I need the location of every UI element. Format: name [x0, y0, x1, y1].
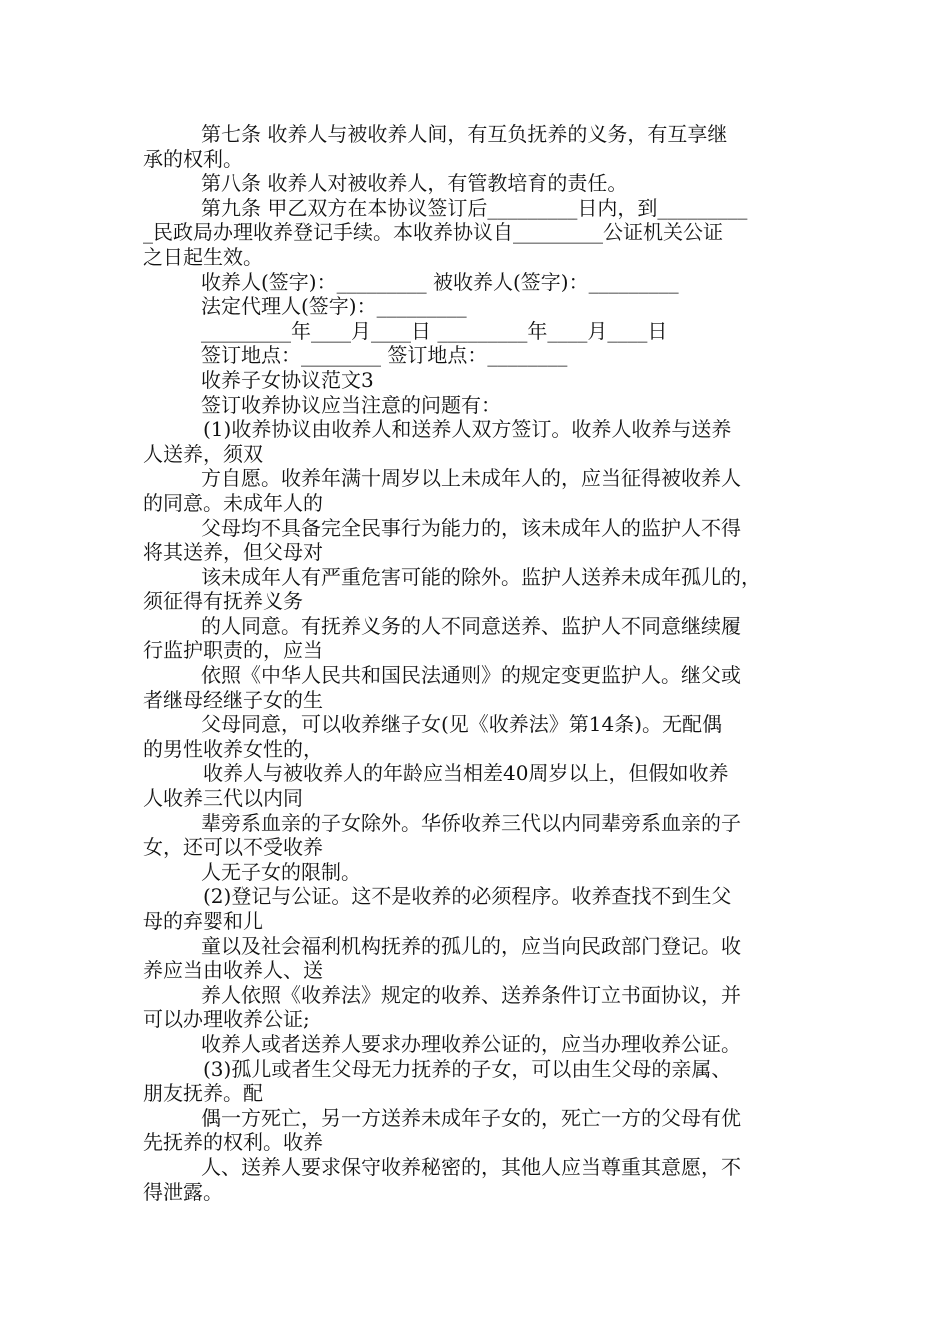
text-line: 收养人与被收养人的年龄应当相差40周岁以上，但假如收养 [203, 761, 729, 786]
text-line: _民政局办理收养登记手续。本收养协议自_________公证机关公证 [143, 220, 723, 245]
text-line: 的同意。未成年人的 [143, 490, 323, 515]
text-line: 人无子女的限制。 [201, 859, 361, 884]
text-line: 养应当由收养人、送 [143, 958, 323, 983]
text-line: 人、送养人要求保守收养秘密的，其他人应当尊重其意愿，不 [201, 1154, 741, 1179]
text-line: 将其送养，但父母对 [143, 540, 323, 565]
text-line: 父母均不具备完全民事行为能力的，该未成年人的监护人不得 [201, 515, 741, 540]
text-line: 第九条 甲乙双方在本协议签订后_________日内，到_________ [201, 195, 748, 220]
text-line: 者继母经继子女的生 [143, 687, 323, 712]
text-line: 之日起生效。 [143, 244, 263, 269]
text-line: 方自愿。收养年满十周岁以上未成年人的，应当征得被收养人 [201, 466, 741, 491]
text-line: 法定代理人(签字)：_________ [201, 294, 467, 319]
text-line: 可以办理收养公证; [143, 1007, 310, 1032]
text-line: 父母同意，可以收养继子女(见《收养法》第14条)。无配偶 [201, 712, 723, 737]
text-line: 收养子女协议范文3 [201, 367, 374, 392]
text-line: 得泄露。 [143, 1179, 223, 1204]
text-line: 依照《中华人民共和国民法通则》的规定变更监护人。继父或 [201, 663, 741, 688]
text-line: 朋友抚养。配 [143, 1081, 263, 1106]
text-line: 先抚养的权利。收养 [143, 1130, 323, 1155]
text-line: (2)登记与公证。这不是收养的必须程序。收养查找不到生父 [203, 884, 732, 909]
text-line: 该未成年人有严重危害可能的除外。监护人送养未成年孤儿的， [201, 564, 761, 589]
text-line: 承的权利。 [143, 146, 243, 171]
text-line: (3)孤儿或者生父母无力抚养的子女，可以由生父母的亲属、 [203, 1056, 732, 1081]
text-line: 母的弃婴和儿 [143, 909, 263, 933]
text-line: 偶一方死亡，另一方送养未成年子女的，死亡一方的父母有优 [201, 1105, 741, 1130]
text-line: 童以及社会福利机构抚养的孤儿的，应当向民政部门登记。收 [201, 933, 741, 958]
text-line: (1)收养协议由收养人和送养人双方签订。收养人收养与送养 [203, 417, 732, 442]
text-line: 人送养，须双 [143, 441, 263, 466]
text-line: 签订收养协议应当注意的问题有： [201, 392, 501, 417]
text-line: 签订地点：________ 签订地点：________ [201, 343, 568, 368]
text-line: 女，还可以不受收养 [143, 835, 323, 860]
text-line: 人收养三代以内同 [143, 786, 303, 811]
text-line: 养人依照《收养法》规定的收养、送养条件订立书面协议，并 [201, 982, 741, 1007]
text-line: 第七条 收养人与被收养人间，有互负抚养的义务，有互享继 [201, 122, 728, 146]
text-line: 辈旁系血亲的子女除外。华侨收养三代以内同辈旁系血亲的子 [201, 810, 741, 835]
document-body [143, 122, 815, 1204]
text-line: 的男性收养女性的， [143, 736, 323, 761]
text-line: 行监护职责的，应当 [143, 638, 323, 663]
text-line: 须征得有抚养义务 [143, 589, 303, 614]
text-line: 的人同意。有抚养义务的人不同意送养、监护人不同意继续履 [201, 613, 741, 638]
text-line: 收养人(签字)：_________ 被收养人(签字)：_________ [201, 269, 679, 294]
text-line: 收养人或者送养人要求办理收养公证的，应当办理收养公证。 [201, 1031, 741, 1056]
text-line: 第八条 收养人对被收养人，有管教培育的责任。 [201, 171, 628, 196]
text-line: _________年____月____日 _________年____月____日 [201, 318, 668, 343]
